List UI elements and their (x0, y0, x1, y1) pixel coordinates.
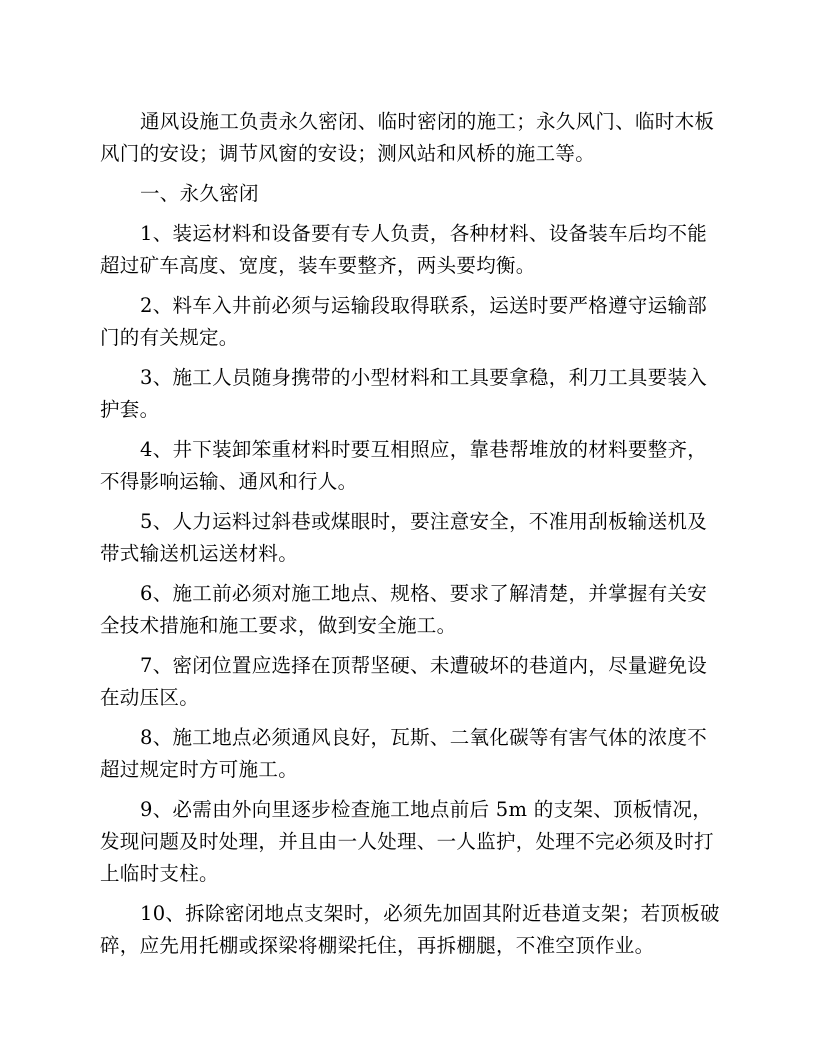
text-line: 9、必需由外向里逐步检查施工地点前后 5m 的支架、顶板情况， (140, 798, 713, 821)
text-line: 2、料车入井前必须与运输段取得联系，运送时要严格遵守运输部 (140, 294, 708, 317)
text-line: 全技术措施和施工要求，做到安全施工。 (100, 614, 457, 637)
text-line: 通风设施工负责永久密闭、临时密闭的施工；永久风门、临时木板 (140, 110, 715, 133)
text-line: 在动压区。 (100, 686, 200, 709)
paragraph (100, 794, 730, 890)
text-line: 门的有关规定。 (100, 326, 239, 349)
text-line: 1、装运材料和设备要有专人负责，各种材料、设备装车后均不能 (140, 222, 708, 245)
document-page (100, 106, 730, 970)
text-line: 7、密闭位置应选择在顶帮坚硬、未遭破坏的巷道内，尽量避免设 (140, 654, 708, 677)
text-line: 不得影响运输、通风和行人。 (100, 470, 358, 493)
text-line: 5、人力运料过斜巷或煤眼时，要注意安全，不准用刮板输送机及 (140, 510, 708, 533)
section-heading (100, 178, 730, 210)
text-line: 3、施工人员随身携带的小型材料和工具要拿稳，利刀工具要装入 (140, 366, 708, 389)
text-line: 10、拆除密闭地点支架时，必须先加固其附近巷道支架；若顶板破 (140, 902, 720, 925)
paragraph (100, 218, 730, 282)
text-line: 超过矿车高度、宽度，装车要整齐，两头要均衡。 (100, 254, 536, 277)
text-line: 6、施工前必须对施工地点、规格、要求了解清楚，并掌握有关安 (140, 582, 708, 605)
text-line: 上临时支柱。 (100, 862, 219, 885)
paragraph (100, 898, 730, 962)
text-line: 碎，应先用托棚或探梁将棚梁托住，再拆棚腿，不准空顶作业。 (100, 934, 655, 957)
paragraph (100, 722, 730, 786)
text-line: 带式输送机运送材料。 (100, 542, 299, 565)
paragraph (100, 290, 730, 354)
text-line: 8、施工地点必须通风良好，瓦斯、二氧化碳等有害气体的浓度不 (140, 726, 708, 749)
text-line: 一、永久密闭 (140, 182, 259, 205)
paragraph (100, 650, 730, 714)
paragraph (100, 506, 730, 570)
paragraph (100, 106, 730, 170)
text-line: 护套。 (100, 398, 160, 421)
text-line: 4、井下装卸笨重材料时要互相照应，靠巷帮堆放的材料要整齐， (140, 438, 708, 461)
paragraph (100, 578, 730, 642)
paragraph (100, 362, 730, 426)
paragraph (100, 434, 730, 498)
text-line: 发现问题及时处理，并且由一人处理、一人监护，处理不完必须及时打 (100, 830, 714, 853)
text-line: 风门的安设；调节风窗的安设；测风站和风桥的施工等。 (100, 142, 596, 165)
text-line: 超过规定时方可施工。 (100, 758, 299, 781)
